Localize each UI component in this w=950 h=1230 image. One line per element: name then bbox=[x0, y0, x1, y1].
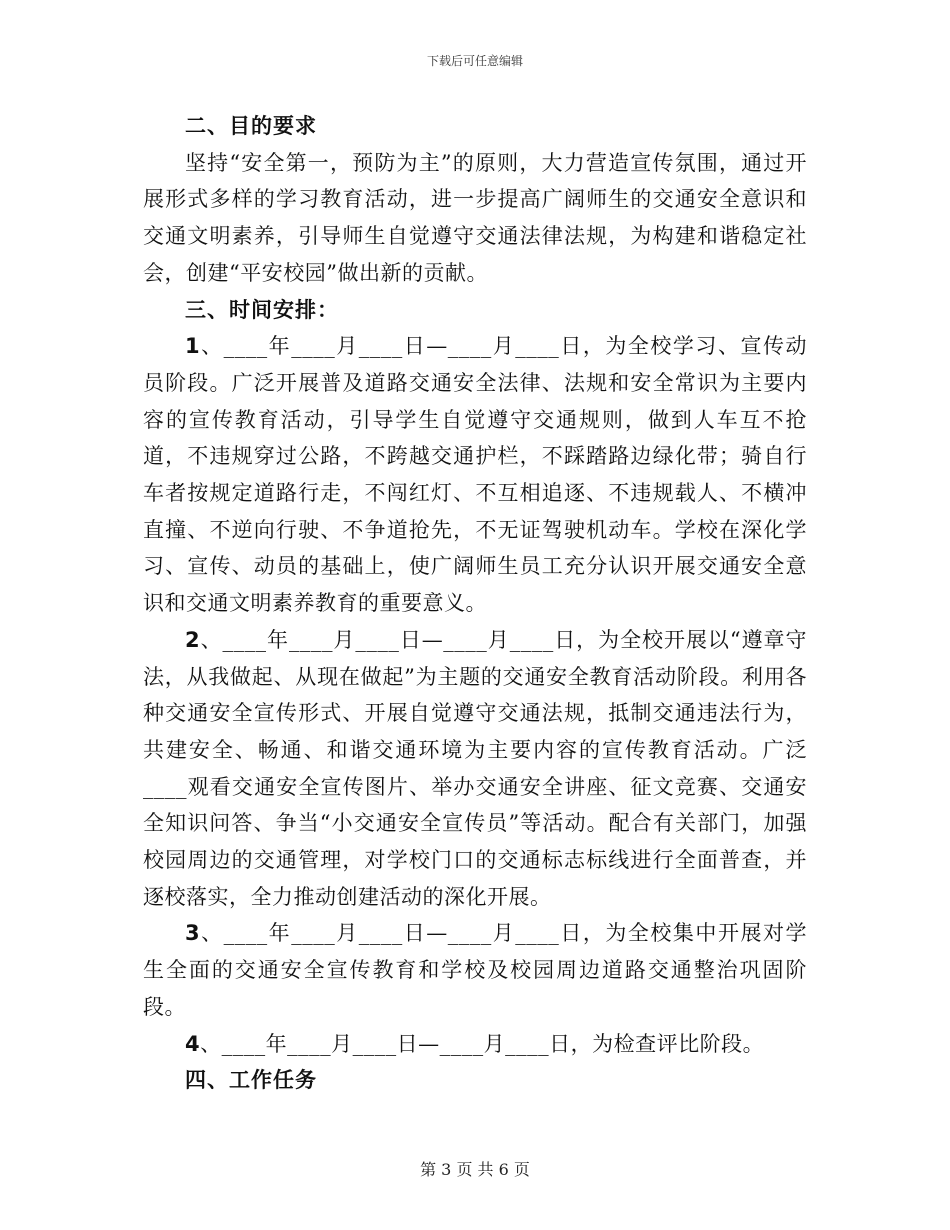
goals-paragraph: 坚持“安全第一，预防为主”的原则，大力营造宣传氛围，通过开展形式多样的学习教育活动，进一步提高广阔师生的交通安全意识和交通文明素养，引导师生自觉遵守交通法律法规，为构建和谐稳定社会，创建“平安校园”做出新的贡献。 bbox=[143, 150, 807, 285]
schedule-item-number: 4 bbox=[185, 1031, 201, 1056]
schedule-item-number: 1 bbox=[185, 334, 201, 359]
schedule-item-1 bbox=[143, 328, 807, 622]
schedule-item-text: 、____年____月____日—____月____日，为全校集中开展对学生全面的交通安全宣传教育和学校及校园周边道路交通整治巩固阶段。 bbox=[143, 921, 807, 1019]
schedule-item-number: 3 bbox=[185, 921, 201, 946]
schedule-item-4 bbox=[143, 1026, 807, 1063]
schedule-item-3 bbox=[143, 915, 807, 1025]
section-heading-schedule: 三、时间安排： bbox=[185, 297, 339, 322]
schedule-item-number: 2 bbox=[185, 627, 201, 652]
page-header: 下载后可任意编辑 bbox=[426, 54, 523, 68]
section-heading-goals: 二、目的要求 bbox=[185, 114, 317, 138]
section-heading-tasks: 四、工作任务 bbox=[185, 1068, 317, 1093]
schedule-item-2 bbox=[143, 622, 807, 916]
schedule-item-text: 、____年____月____日—____月____日，为全校学习、宣传动员阶段。广泛开展普及道路交通安全法律、法规和安全常识为主要内容的宣传教育活动，引导学生自觉遵守交通规则，做到人车互不抢道，不违规穿过公路，不跨越交通护栏，不踩踏路边绿化带；骑自行车者按规定道路行走，不闯红灯、不互相追逐、不违规载人、不横冲直撞、不逆向行驶、不争道抢先，不无证驾驶机动车。学校在深化学习、宣传、动员的基础上，使广阔师生员工充分认识开展交通安全意识和交通文明素养教育的重要意义。 bbox=[143, 334, 807, 616]
document-body bbox=[143, 108, 807, 1099]
page-footer: 第 3 页 共 6 页 bbox=[420, 1160, 530, 1179]
schedule-item-text: 、____年____月____日—____月____日，为检查评比阶段。 bbox=[200, 1031, 765, 1056]
schedule-item-text: 、____年____月____日—____月____日，为全校开展以“遵章守法，从我做起、从现在做起”为主题的交通安全教育活动阶段。利用各种交通安全宣传形式、开展自觉遵守交通法规，抵制交通违法行为，共建安全、畅通、和谐交通环境为主要内容的宣传教育活动。广泛____观看交通安全宣传图片、举办交通安全讲座、征文竞赛、交通安全知识问答、争当“小交通安全宣传员”等活动。配合有关部门，加强校园周边的交通管理，对学校门口的交通标志标线进行全面普查，并逐校落实，全力推动创建活动的深化开展。 bbox=[143, 627, 807, 909]
